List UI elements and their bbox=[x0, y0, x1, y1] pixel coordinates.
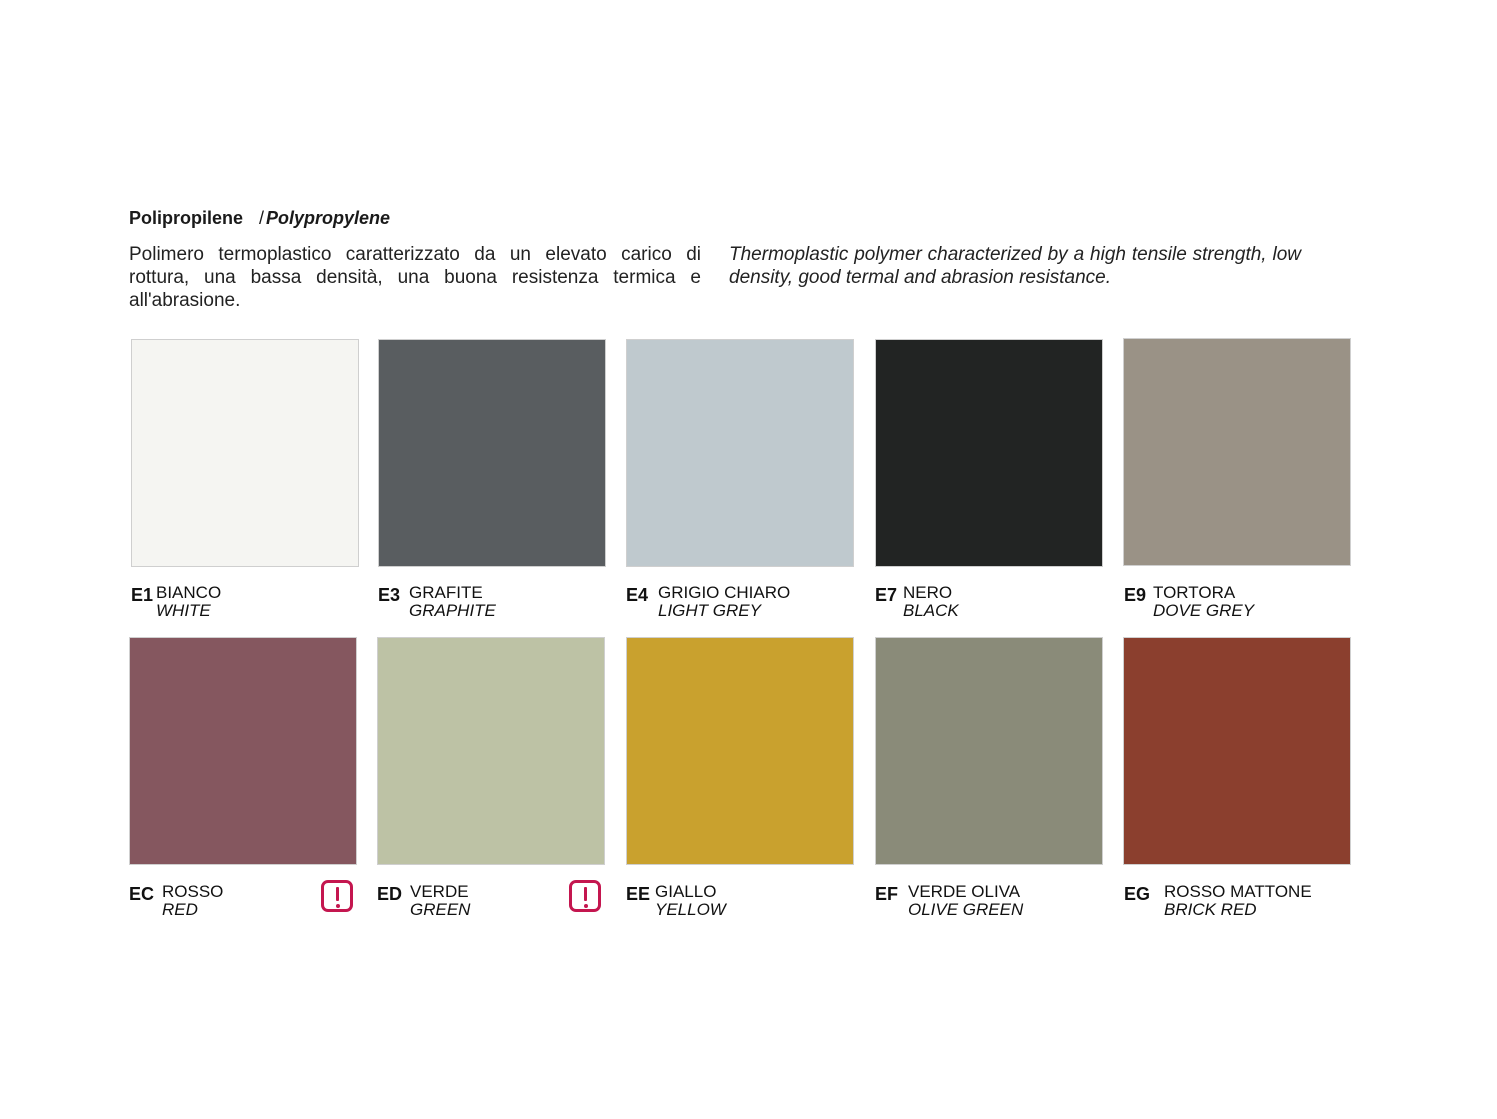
warning-icon-ec bbox=[321, 880, 353, 912]
warning-icon-ed bbox=[569, 880, 601, 912]
color-swatch-ee bbox=[626, 637, 854, 865]
color-code: E1 bbox=[131, 585, 154, 605]
color-swatch-ef bbox=[875, 637, 1103, 865]
title-separator: / bbox=[259, 208, 265, 228]
color-swatch-e9 bbox=[1123, 338, 1351, 566]
color-code: ED bbox=[377, 884, 403, 904]
color-swatch-eg bbox=[1123, 637, 1351, 865]
color-name-italian: BIANCO bbox=[156, 583, 222, 602]
color-name-italian: GRIGIO CHIARO bbox=[658, 583, 791, 602]
color-label-e1 bbox=[131, 584, 361, 624]
color-code: EG bbox=[1124, 884, 1151, 904]
color-swatch-e3 bbox=[378, 339, 606, 567]
color-code: E7 bbox=[875, 585, 898, 605]
description-italian: Polimero termoplastico caratterizzato da un elevato carico di rottura, una bassa densità, una buona resistenza termica e all'abrasione. bbox=[129, 244, 701, 311]
color-name-italian: VERDE OLIVA bbox=[908, 882, 1021, 901]
color-name-english: LIGHT GREY bbox=[658, 601, 761, 620]
color-code: E9 bbox=[1124, 585, 1147, 605]
color-name-english: BLACK bbox=[903, 601, 959, 620]
color-name-italian: NERO bbox=[903, 583, 953, 602]
title-italian: Polipropilene bbox=[129, 208, 244, 228]
color-code: E3 bbox=[378, 585, 401, 605]
color-label-e4 bbox=[626, 584, 856, 624]
color-swatch-ec bbox=[129, 637, 357, 865]
color-name-english: GRAPHITE bbox=[409, 601, 496, 620]
color-label-e7 bbox=[875, 584, 1105, 624]
description-english: Thermoplastic polymer characterized by a high tensile strength, low density, good termal and abrasion resistance. bbox=[729, 244, 1301, 288]
color-name-italian: TORTORA bbox=[1153, 583, 1236, 602]
color-swatch-e4 bbox=[626, 339, 854, 567]
color-code: EE bbox=[626, 884, 651, 904]
color-label-e3 bbox=[378, 584, 608, 624]
title-english: Polypropylene bbox=[266, 208, 391, 228]
color-name-english: DOVE GREY bbox=[1153, 601, 1255, 620]
color-name-english: YELLOW bbox=[655, 900, 726, 919]
color-swatch-e7 bbox=[875, 339, 1103, 567]
color-name-english: OLIVE GREEN bbox=[908, 900, 1024, 919]
color-name-italian: GIALLO bbox=[655, 882, 717, 901]
color-code: EC bbox=[129, 884, 155, 904]
color-name-english: GREEN bbox=[410, 900, 471, 919]
color-name-italian: VERDE bbox=[410, 882, 469, 901]
color-name-english: BRICK RED bbox=[1164, 900, 1257, 919]
color-label-ef bbox=[875, 883, 1105, 923]
color-name-english: RED bbox=[162, 900, 198, 919]
color-swatch-e1 bbox=[131, 339, 359, 567]
color-name-english: WHITE bbox=[156, 601, 211, 620]
color-name-italian: ROSSO bbox=[162, 882, 224, 901]
color-name-italian: ROSSO MATTONE bbox=[1164, 882, 1312, 901]
color-label-ee bbox=[626, 883, 856, 923]
color-label-eg bbox=[1124, 883, 1354, 923]
section-title bbox=[129, 208, 390, 229]
color-label-e9 bbox=[1124, 584, 1354, 624]
color-swatch-ed bbox=[377, 637, 605, 865]
color-name-italian: GRAFITE bbox=[409, 583, 483, 602]
color-code: EF bbox=[875, 884, 899, 904]
color-code: E4 bbox=[626, 585, 649, 605]
